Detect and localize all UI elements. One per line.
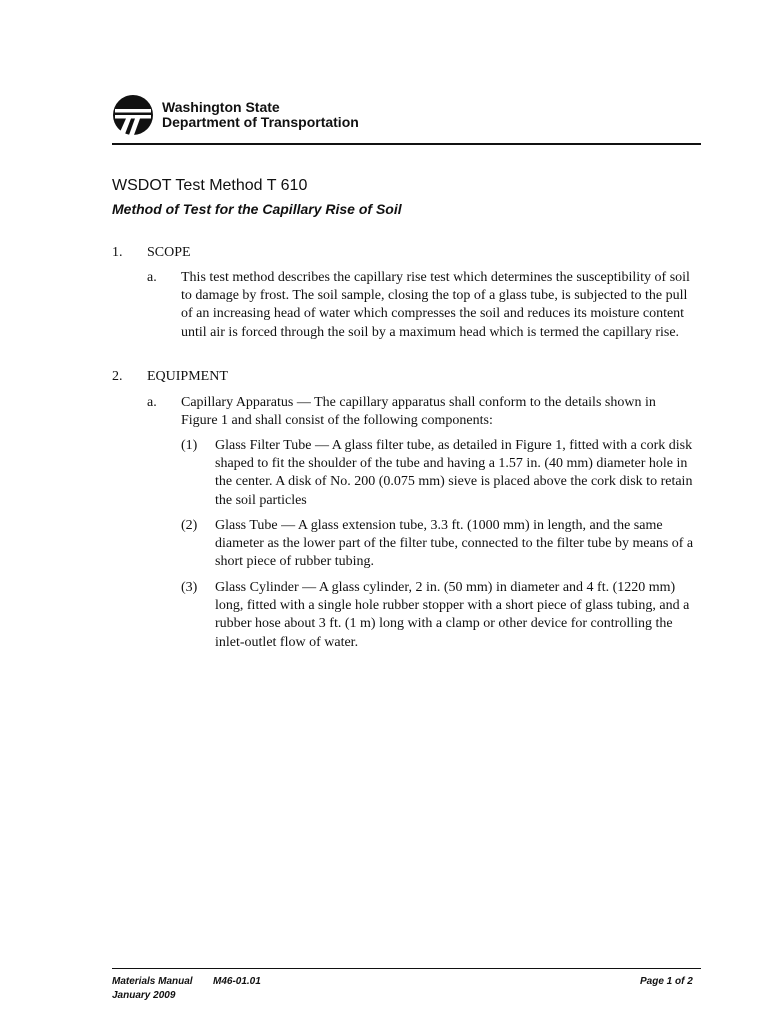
section-1-number: 1. (112, 245, 123, 260)
section-2-heading: EQUIPMENT (147, 369, 228, 384)
footer-page-number: Page 1 of 2 (640, 976, 693, 987)
subitem-2-label: (2) (181, 518, 198, 533)
footer-date: January 2009 (112, 990, 176, 1001)
header-divider (112, 143, 701, 145)
section-2-number: 2. (112, 369, 123, 384)
section-2a-text: Capillary Apparatus — The capillary apparatus shall conform to the details shown in Figure 1 and shall consist of the following components: (181, 395, 656, 429)
section-1-heading: SCOPE (147, 245, 191, 260)
footer-manual: Materials Manual (112, 976, 193, 987)
subitem-3-label: (3) (181, 580, 198, 595)
section-2a-label: a. (147, 395, 157, 410)
agency-name-line2: Department of Transportation (162, 114, 359, 130)
wsdot-logo-icon (112, 94, 154, 136)
document-title: WSDOT Test Method T 610 (112, 177, 308, 194)
subitem-2-text: Glass Tube — A glass extension tube, 3.3 ft. (1000 mm) in length, and the same diameter as the lower part of the filter tube, connected to the filter tube by means of a short piece of rubber tubing. (215, 518, 694, 570)
subitem-1-text: Glass Filter Tube — A glass filter tube, as detailed in Figure 1, fitted with a cork disk shaped to fit the shoulder of the tube and having a 1.57 in. (40 mm) diameter hole in the center. A disk of No. 200 (0.075 mm) sieve is placed above the cork disk to retain the soil particles (215, 438, 693, 508)
section-1a-text: This test method describes the capillary rise test which determines the susceptibility of soil to damage by frost. The soil sample, closing the top of a glass tube, is subjected to the pull of an increasing head of water which compresses the soil and reduces its moisture content until air is forced through the soil by a maximum head which is termed the capillary rise. (181, 270, 690, 340)
agency-name-line1: Washington State (162, 99, 280, 115)
subitem-3-text: Glass Cylinder — A glass cylinder, 2 in. (50 mm) in diameter and 4 ft. (1220 mm) long, fitted with a single hole rubber stopper with a short piece of glass tubing, and a rubber hose about 3 ft. (1 m) long with a clamp or other device for controlling the inlet-outlet flow of water. (215, 580, 690, 650)
document-subtitle: Method of Test for the Capillary Rise of Soil (112, 201, 402, 217)
subitem-1-label: (1) (181, 438, 198, 453)
footer-manual-number: M46-01.01 (213, 976, 261, 987)
section-1a-label: a. (147, 270, 157, 285)
footer-divider (112, 968, 701, 969)
agency-header (112, 94, 392, 138)
